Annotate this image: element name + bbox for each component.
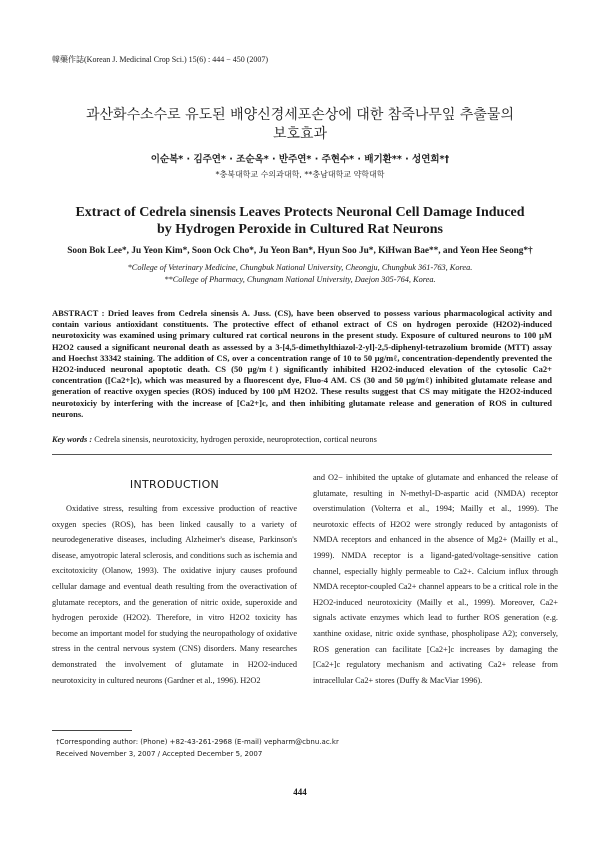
footnote-received: Received November 3, 2007 / Accepted December 5, 2007 — [56, 750, 263, 758]
title-line2: by Hydrogen Peroxide in Cultured Rat Neurons — [157, 222, 443, 237]
intro-paragraph-1: Oxidative stress, resulting from excessive production of reactive oxygen species (ROS), has been linked causally to a variety of neurodegenerative diseases, including Alzheimer's disease, Parkinson's disease, amyotropic lateral sclerosis, and conditions such as ischemia and excitotoxicity (Olanow, 1993). The oxidative injury causes profound cellular damage and eventual death resulting from the overactivation of glutamate receptors, and the generation of nitric oxide, superoxide and hydrogen peroxide (H2O2). Therefore, in vitro H2O2 toxicity has become an important model for studying the neuropathology of oxidative stress in the central nervous system (CNS) disorders. Many researches demonstrated the involvement of glutamate in H2O2-induced neurotoxicity in cultured neurons (Gardner et al., 1996). H2O2 — [52, 504, 297, 685]
footnote-divider — [52, 730, 132, 731]
intro-left-column — [52, 501, 297, 688]
korean-title-line1: 과산화수소수로 유도된 배양신경세포손상에 대한 참죽나무잎 추출물의 — [86, 107, 514, 123]
affiliation-1: *College of Veterinary Medicine, Chungbuk National University, Cheongju, Chungbuk 361-763, Korea. — [127, 263, 473, 272]
abstract-label: ABSTRACT : — [52, 308, 105, 318]
keywords — [52, 435, 552, 444]
abstract-text: Dried leaves from Cedrela sinensis A. Juss. (CS), have been observed to possess various pharmacological activity and contain various antioxidant constituents. The protective effect of ethanol extract of CS on hydrogen peroxide (H2O2)-induced neurotoxicity was examined using primary cultured rat cortical neurons in the present study. Exposure of cultured neurons to 100 μM H2O2 caused a significant neuronal death as assessed by a 3-[4,5-dimethylthiazol-2-yl]-2,5-diphenyl-tetrazolium bromide (MTT) assay and Hoechst 33342 staining. The addition of CS, over a concentration range of 10 to 50 μg/mℓ, concentration-dependently prevented the H2O2-induced neuronal apoptotic death. CS (50 μg/mℓ) significantly inhibited H2O2-induced elevation of the cytosolic Ca2+ concentration ([Ca2+]c), which was measured by a fluorescent dye, Fluo-4 AM. CS (30 and 50 μg/mℓ) inhibited glutamate release and generation of reactive oxygen species (ROS) induced by 100 μM H2O2. These results suggest that CS may mitigate the H2O2-induced neurotoxiciy by interfering with the increase of [Ca2+]c, and then inhibiting glutamate release and generation of ROS in cultured neurons. — [52, 308, 553, 419]
footnote-corresponding: †Corresponding author: (Phone) +82-43-261-2968 (E-mail) vepharm@cbnu.ac.kr — [56, 738, 339, 746]
introduction-heading: INTRODUCTION — [129, 478, 220, 491]
page-number: 444 — [293, 787, 307, 797]
korean-title-line2: 보호효과 — [272, 126, 328, 142]
korean-affiliation: *충북대학교 수의과대학, **충남대학교 약학대학 — [215, 170, 385, 179]
korean-authors: 이순복* · 김주연* · 조순옥* · 반주연* · 주현수* · 배기환** · 성연희*† — [150, 154, 450, 165]
section-divider — [52, 454, 552, 455]
abstract — [52, 308, 552, 420]
author-list: Soon Bok Lee*, Ju Yeon Kim*, Soon Ock Cho*, Ju Yeon Ban*, Hyun Soo Ju*, KiHwan Bae**, and Yeon Hee Seong*† — [67, 246, 533, 256]
keywords-label: Key words : — [52, 435, 93, 444]
intro-paragraph-2: and O2− inhibited the uptake of glutamate and enhanced the release of glutamate, resulting in N-methyl-D-aspartic acid (NMDA) receptor overstimulation (Volterra et al., 1994; Mailly et al., 1999). The neurotoxic effects of H2O2 were strongly reduced by antagonists of NMDA receptors and enhanced in the absence of Mg2+ (Mailly et al., 1999). NMDA receptor is a ligand-gated/voltage-sensitive cation channel, especially highly permeable to Ca2+. Calcium influx through NMDA receptor-coupled Ca2+ channel appears to be a critical role in the H2O2-induced neurotoxicity (Mailly et al., 1999). Moreover, Ca2+ signals activate enzymes which lead to further ROS generation (e.g. xanthine oxidase, nitric oxide synthase, phospholipase A2); conversely, ROS generation can facilitate [Ca2+]c increases by damaging the [Ca2+]c regulatory mechanism and activating Ca2+ release from intracellular Ca2+ stores (Duffy & MacViar 1996). — [313, 473, 558, 685]
title-line1: Extract of Cedrela sinensis Leaves Protects Neuronal Cell Damage Induced — [75, 205, 525, 220]
keywords-text: Cedrela sinensis, neurotoxicity, hydrogen peroxide, neuroprotection, cortical neurons — [94, 435, 377, 444]
affiliation-2: **College of Pharmacy, Chungnam National University, Daejon 305-764, Korea. — [164, 275, 436, 284]
journal-header: 韓藥作誌(Korean J. Medicinal Crop Sci.) 15(6) : 444 − 450 (2007) — [52, 55, 269, 64]
intro-right-column — [313, 470, 558, 688]
